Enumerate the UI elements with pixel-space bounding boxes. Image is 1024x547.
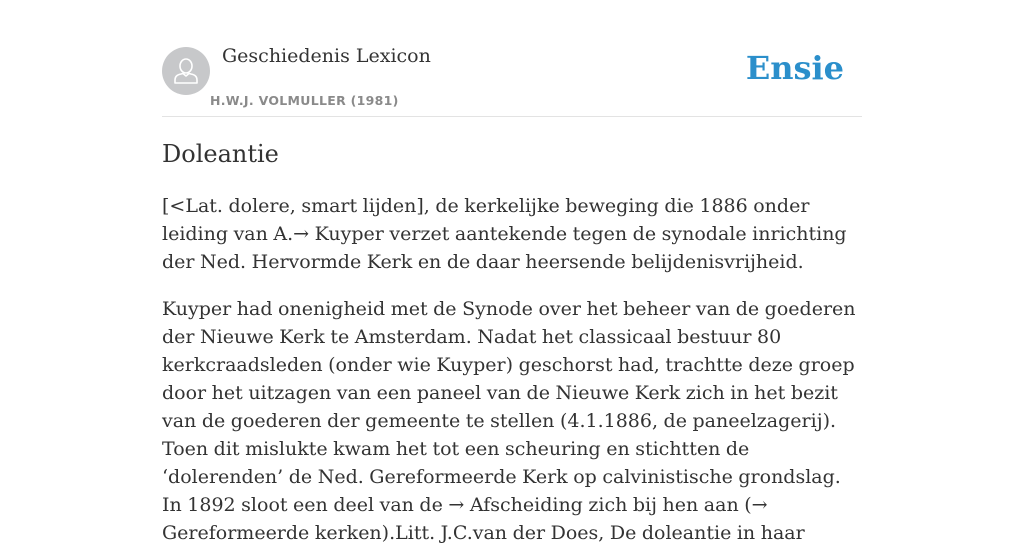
- author-avatar[interactable]: [162, 47, 210, 95]
- entry-paragraph: Kuyper had onenigheid met de Synode over het beheer van de goederen der Nieuwe Kerk te Amsterdam. Nadat het classicaal bestuur 80 kerkcraadsleden (onder wie Kuyper) geschorst had, trachtte deze groep door het uitzagen van een paneel van de Nieuwe Kerk zich in het bezit van de goederen der gemeente te stellen (4.1.1886, de paneelzagerij). Toen dit mislukte kwam het tot een scheuring en stichtten de ‘dolerenden’ de Ned. Gereformeerde Kerk op calvinistische grondslag. In 1892 sloot een deel van de → Afscheiding zich bij hen aan (→ Gereformeerde kerken).Litt. J.C.van der Does, De doleantie in haar: [162, 298, 856, 544]
- entry-paragraph: [<Lat. dolere, smart lijden], de kerkelijke beweging die 1886 onder leiding van A.→ Kuyper verzet aantekende tegen de synodale inrichting der Ned. Hervormde Kerk en de daar heersende belijdenisvrijheid.: [162, 195, 847, 273]
- lexicon-header: [162, 40, 862, 117]
- author-name[interactable]: H.W.J. VOLMULLER (1981): [210, 93, 399, 108]
- ensie-logo[interactable]: Ensie: [745, 49, 844, 87]
- lexicon-title[interactable]: Geschiedenis Lexicon: [222, 45, 431, 67]
- user-silhouette-icon: [162, 47, 210, 95]
- entry-title: Doleantie: [162, 140, 279, 168]
- entry-content: [162, 137, 862, 547]
